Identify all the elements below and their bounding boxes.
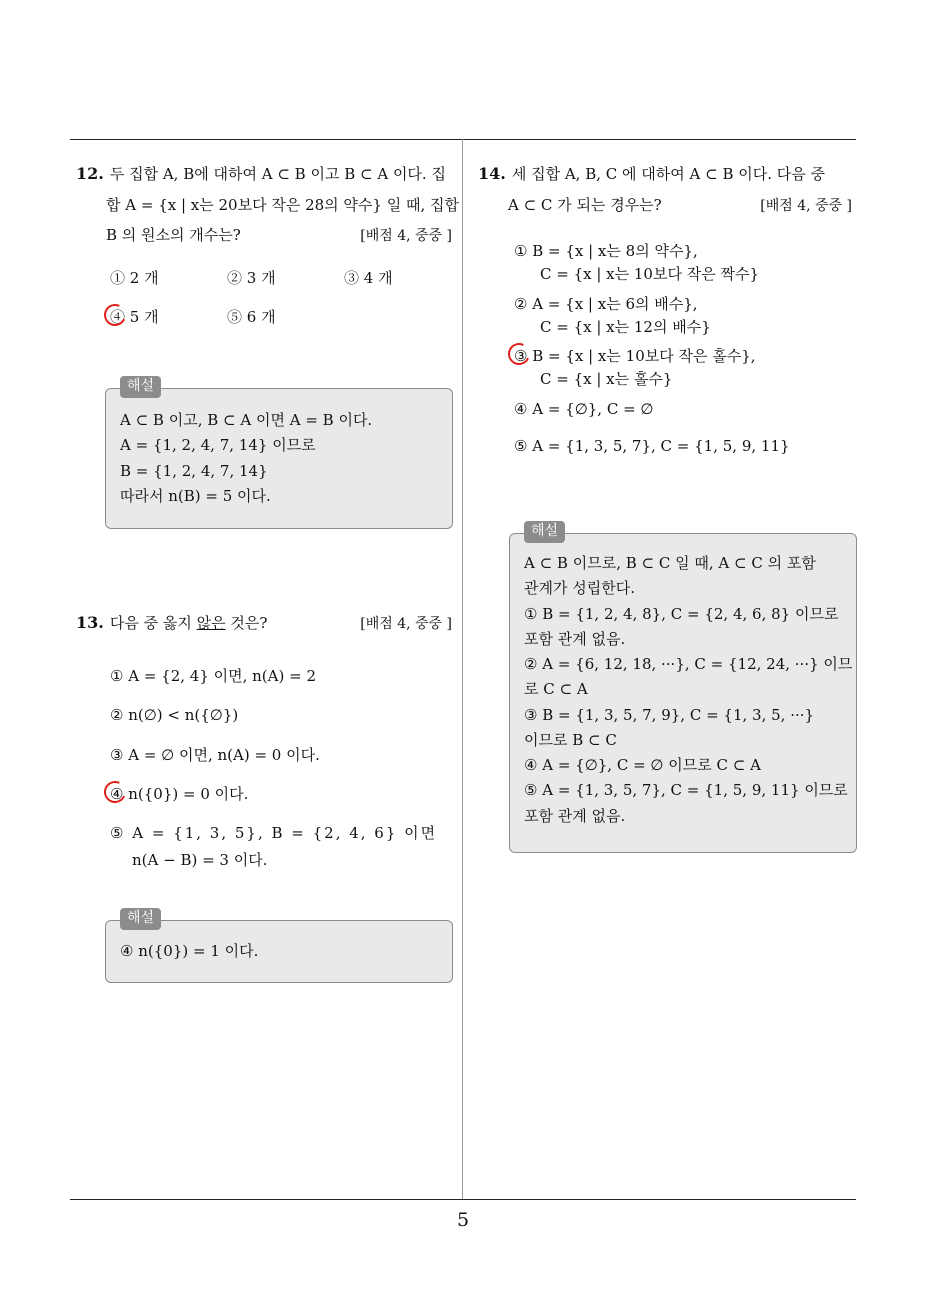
- option-1[interactable]: ① 2 개: [110, 269, 159, 287]
- option-2[interactable]: ② n(∅) < n({∅}): [110, 706, 239, 725]
- solution-line: B = {1, 2, 4, 7, 14}: [120, 461, 268, 480]
- option-3[interactable]: ③ A = ∅ 이면, n(A) = 0 이다.: [110, 745, 320, 764]
- question-number: 13.: [76, 613, 104, 632]
- option-2[interactable]: ② 3 개: [227, 269, 276, 287]
- solution-line: A ⊂ B 이고, B ⊂ A 이면 A = B 이다.: [120, 411, 373, 429]
- option-1-line1: ① B = {x | x는 8의 약수},: [514, 242, 698, 260]
- solution-line: ④ A = {∅}, C = ∅ 이므로 C ⊂ A: [524, 756, 761, 774]
- solution-line: ⑤ A = {1, 3, 5, 7}, C = {1, 5, 9, 11} 이므로: [524, 781, 848, 800]
- question-12: [76, 162, 459, 248]
- question-number: 12.: [76, 164, 104, 183]
- question-text-end: 것은?: [225, 614, 268, 632]
- option-4-label: ④ 5 개: [110, 308, 159, 326]
- option-3[interactable]: ③ 4 개: [344, 269, 393, 287]
- options-list-14: [514, 240, 844, 471]
- solution-label: 해설: [120, 908, 161, 930]
- question-number: 14.: [478, 164, 506, 183]
- option-4-label: ④ n({0}) = 0 이다.: [110, 784, 249, 803]
- solution-box-13: [105, 910, 453, 983]
- option-3-line2: C = {x | x는 홀수}: [540, 370, 673, 389]
- column-divider: [462, 139, 463, 1199]
- footer-rule: [70, 1199, 856, 1200]
- option-2[interactable]: [514, 293, 844, 340]
- question-13: [76, 611, 452, 636]
- option-2-line2: C = {x | x는 12의 배수}: [540, 317, 711, 336]
- header-rule: [70, 139, 856, 140]
- question-text-line1: 두 집합 A, B에 대하여 A ⊂ B 이고 B ⊂ A 이다. 집: [109, 165, 446, 183]
- solution-line: 포함 관계 없음.: [524, 806, 626, 825]
- solution-line: 이므로 B ⊂ C: [524, 730, 617, 749]
- option-4[interactable]: [110, 783, 442, 806]
- solution-line: ③ B = {1, 3, 5, 7, 9}, C = {1, 3, 5, ···}: [524, 705, 815, 724]
- solution-line: 포함 관계 없음.: [524, 629, 626, 648]
- solution-line: ④ n({0}) = 1 이다.: [120, 942, 259, 960]
- solution-line: ② A = {6, 12, 18, ···}, C = {12, 24, ···} 이므: [524, 655, 853, 673]
- question-text-line3: B 의 원소의 개수는?: [106, 226, 241, 245]
- option-5[interactable]: ⑤ A = {1, 3, 5, 7}, C = {1, 5, 9, 11}: [514, 436, 790, 455]
- option-2-line1: ② A = {x | x는 6의 배수},: [514, 294, 698, 313]
- question-meta: [배점 4, 중중 ]: [360, 616, 452, 632]
- solution-line: A ⊂ B 이므로, B ⊂ C 일 때, A ⊂ C 의 포함: [524, 554, 816, 572]
- solution-line: 로 C ⊂ A: [524, 680, 588, 699]
- options-row-2: [110, 306, 276, 329]
- question-meta: [배점 4, 중중 ]: [360, 228, 452, 245]
- solution-line: ① B = {1, 2, 4, 8}, C = {2, 4, 6, 8} 이므로: [524, 604, 839, 623]
- solution-box-12: [105, 378, 453, 529]
- page-number: 5: [456, 1209, 470, 1231]
- option-4[interactable]: [110, 306, 227, 329]
- question-text: 다음 중 옳지: [109, 614, 197, 632]
- solution-line: 따라서 n(B) = 5 이다.: [120, 486, 271, 505]
- solution-label: 해설: [120, 376, 161, 398]
- option-5[interactable]: ⑤ 6 개: [227, 308, 276, 326]
- option-5-label: ⑤ A = {1, 3, 5}, B = {2, 4, 6} 이면: [110, 824, 438, 842]
- underlined-word: 않은: [196, 614, 226, 632]
- options-row-1: [110, 267, 393, 290]
- solution-box-14: [509, 523, 857, 853]
- option-3[interactable]: [514, 345, 844, 392]
- question-14: [478, 162, 858, 217]
- question-text-line2: 합 A = {x | x는 20보다 작은 28의 약수} 일 때, 집합: [106, 195, 459, 214]
- option-1-line2: C = {x | x는 10보다 작은 짝수}: [540, 265, 759, 284]
- options-list-13: [110, 665, 442, 886]
- solution-line: A = {1, 2, 4, 7, 14} 이므로: [120, 436, 316, 455]
- question-meta: [배점 4, 중중 ]: [760, 197, 852, 214]
- option-1[interactable]: ① A = {2, 4} 이면, n(A) = 2: [110, 667, 316, 685]
- option-5-continued: n(A − B) = 3 이다.: [132, 851, 268, 870]
- option-5[interactable]: [110, 822, 442, 845]
- question-text-line2: A ⊂ C 가 되는 경우는?: [508, 195, 662, 214]
- option-3-line1: ③ B = {x | x는 10보다 작은 홀수},: [514, 347, 756, 365]
- solution-label: 해설: [524, 521, 565, 543]
- option-1[interactable]: [514, 240, 844, 287]
- option-4[interactable]: ④ A = {∅}, C = ∅: [514, 399, 654, 418]
- solution-line: 관계가 성립한다.: [524, 579, 635, 598]
- question-text-line1: 세 집합 A, B, C 에 대하여 A ⊂ B 이다. 다음 중: [511, 165, 826, 183]
